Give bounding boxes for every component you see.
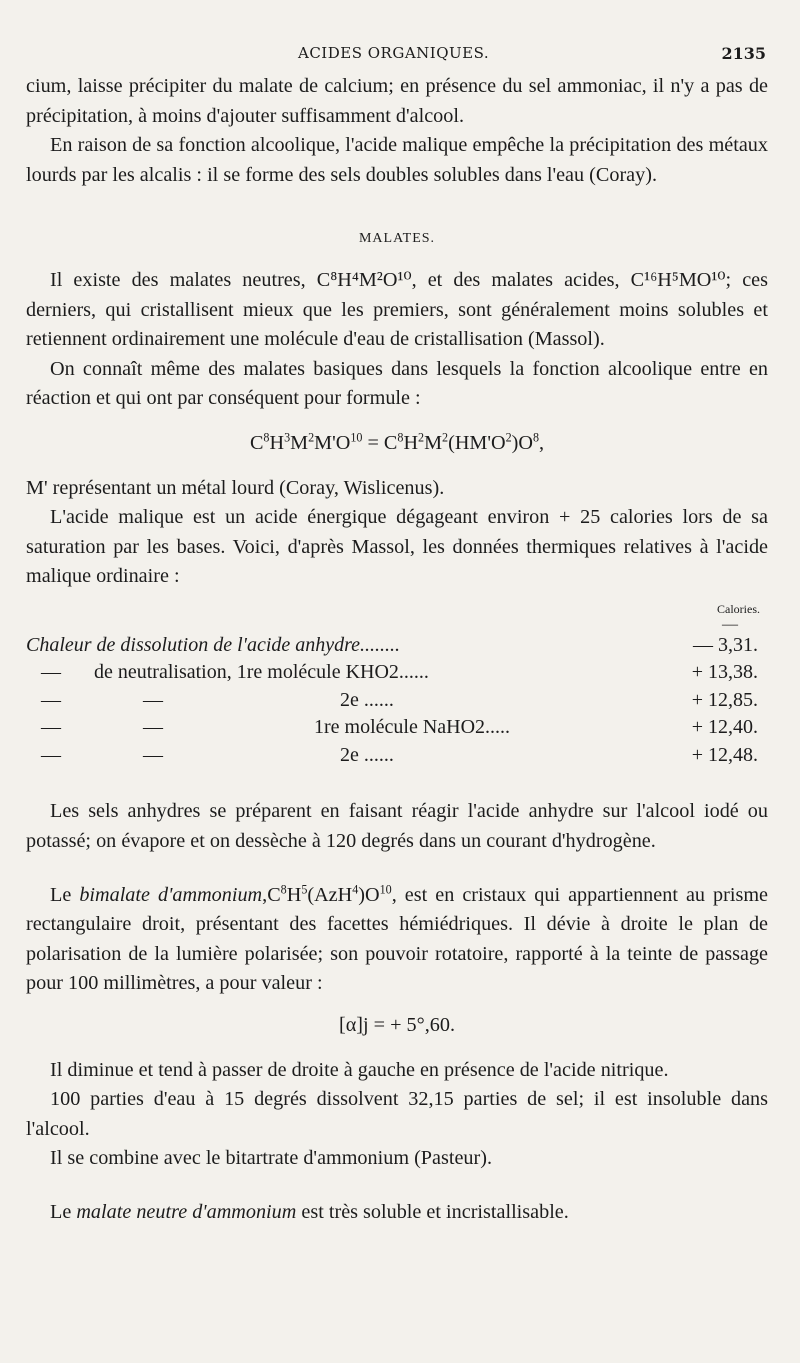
table-row bbox=[26, 659, 768, 687]
row-label: — — 1re molécule NaHO2..... bbox=[41, 716, 511, 739]
page-body bbox=[26, 72, 768, 1228]
table-row bbox=[26, 687, 768, 715]
formula-acid-render: ¹⁶H⁵MO¹⁰ bbox=[644, 268, 726, 291]
table-row bbox=[26, 714, 768, 742]
paragraph-basic-malates: On connaît même des malates basiques dans lesquels la fonction alcoolique entre en réaction et qui ont par conséquent pour formule : bbox=[26, 357, 768, 410]
paragraph-heavy-metal: M' représentant un métal lourd (Coray, Wislicenus). bbox=[26, 476, 445, 499]
term-bimalate: bimalate d'ammonium bbox=[79, 883, 263, 906]
text-fragment: Il existe des malates neutres, C bbox=[50, 268, 331, 291]
table-row bbox=[26, 742, 768, 770]
row-value: + 12,48. bbox=[691, 743, 758, 766]
row-label: — — 2e ...... bbox=[41, 688, 394, 711]
row-value: + 13,38. bbox=[691, 661, 758, 684]
paragraph-alcohol-function: En raison de sa fonction alcoolique, l'acide malique empêche la précipitation des métaux lourds par les alcalis : il se forme des sels doubles solubles dans l'eau (Coray). bbox=[26, 134, 768, 186]
paragraph-thermal-intro: L'acide malique est un acide énergique dégageant environ + 25 calories lors de sa saturation par les bases. Voici, d'après Massol, les données thermiques relatives à l'acide malique ordinaire : bbox=[26, 506, 768, 588]
row-value: + 12,40. bbox=[691, 716, 758, 739]
formula-basic-malate: $C^8H^3M^2M'O^{10} = C^8H^2M^2(HM'O^2)O^8$, bbox=[249, 430, 545, 454]
page-number: 2135 bbox=[721, 44, 766, 63]
term-neutral-ammonium-malate: malate neutre d'ammonium bbox=[76, 1200, 297, 1223]
paragraph-nitric: Il diminue et tend à passer de droite à gauche en présence de l'acide nitrique. bbox=[50, 1058, 669, 1081]
running-title: ACIDES ORGANIQUES. bbox=[298, 44, 490, 62]
paragraph-bimalate: Le bimalate $d'ammonium,C^8H^5(AzH^4)O^{10}$, est en cristaux qui appartiennent au prisme rectangulaire droit, présentant des facettes hémiédriques. Il dévie à droite le plan de polarisation de la lumière polarisée; son pouvoir rotatoire, rapporté à la teinte de passage pour 100 millimètres, a pour valeur : bbox=[26, 881, 768, 995]
row-label: — de neutralisation, 1re molécule KHO2...... bbox=[41, 661, 429, 684]
paragraph-neutral-acid-malates bbox=[26, 266, 768, 355]
table-unit-dash: — bbox=[722, 615, 738, 633]
section-title-malates: MALATES. bbox=[358, 231, 436, 247]
paragraph-solubility: 100 parties d'eau à 15 degrés dissolvent 32,15 parties de sel; il est insoluble dans l'alcool. bbox=[26, 1088, 768, 1140]
row-label: — — 2e ...... bbox=[41, 743, 394, 766]
table-row bbox=[26, 632, 768, 660]
formula-rotation: [α]j = + 5°,60. bbox=[339, 1013, 455, 1036]
paragraph-bitartrate: Il se combine avec le bitartrate d'ammonium (Pasteur). bbox=[50, 1147, 492, 1170]
paragraph-continuation: cium, laisse précipiter du malate de calcium; en présence du sel ammoniac, il n'y a pas de précipitation, à moins d'ajouter suffisamment d'alcool. bbox=[26, 75, 768, 127]
page-header bbox=[0, 44, 800, 74]
row-label: Chaleur de dissolution de l'acide anhydre........ bbox=[26, 633, 401, 656]
formula-neutral-render: ⁸H⁴M²O¹⁰ bbox=[330, 268, 412, 291]
paragraph-anhydrous-salts: Les sels anhydres se préparent en faisant réagir l'acide anhydre sur l'alcool iodé ou potassé; on évapore et on dessèche à 120 degrés dans un courant d'hydrogène. bbox=[26, 800, 768, 852]
text-fragment: , et des malates acides, C bbox=[411, 268, 645, 291]
paragraph-neutral-ammonium: Le malate neutre d'ammonium est très soluble et incristallisable. bbox=[50, 1200, 569, 1223]
row-value: + 12,85. bbox=[691, 688, 758, 711]
text-fragment: ; ces derniers, qui cristallisent mieux que les premiers, sont généralement moins solubles et retiennent ordinairement une molécule d'eau de cristallisation (Massol). bbox=[26, 268, 768, 351]
thermal-data-table bbox=[26, 632, 768, 770]
formula-bimalate: $,C^8H^5(AzH^4)O^{10}$ bbox=[262, 881, 392, 906]
table-unit-label: Calories. bbox=[717, 601, 760, 616]
row-value: — 3,31. bbox=[693, 633, 758, 656]
